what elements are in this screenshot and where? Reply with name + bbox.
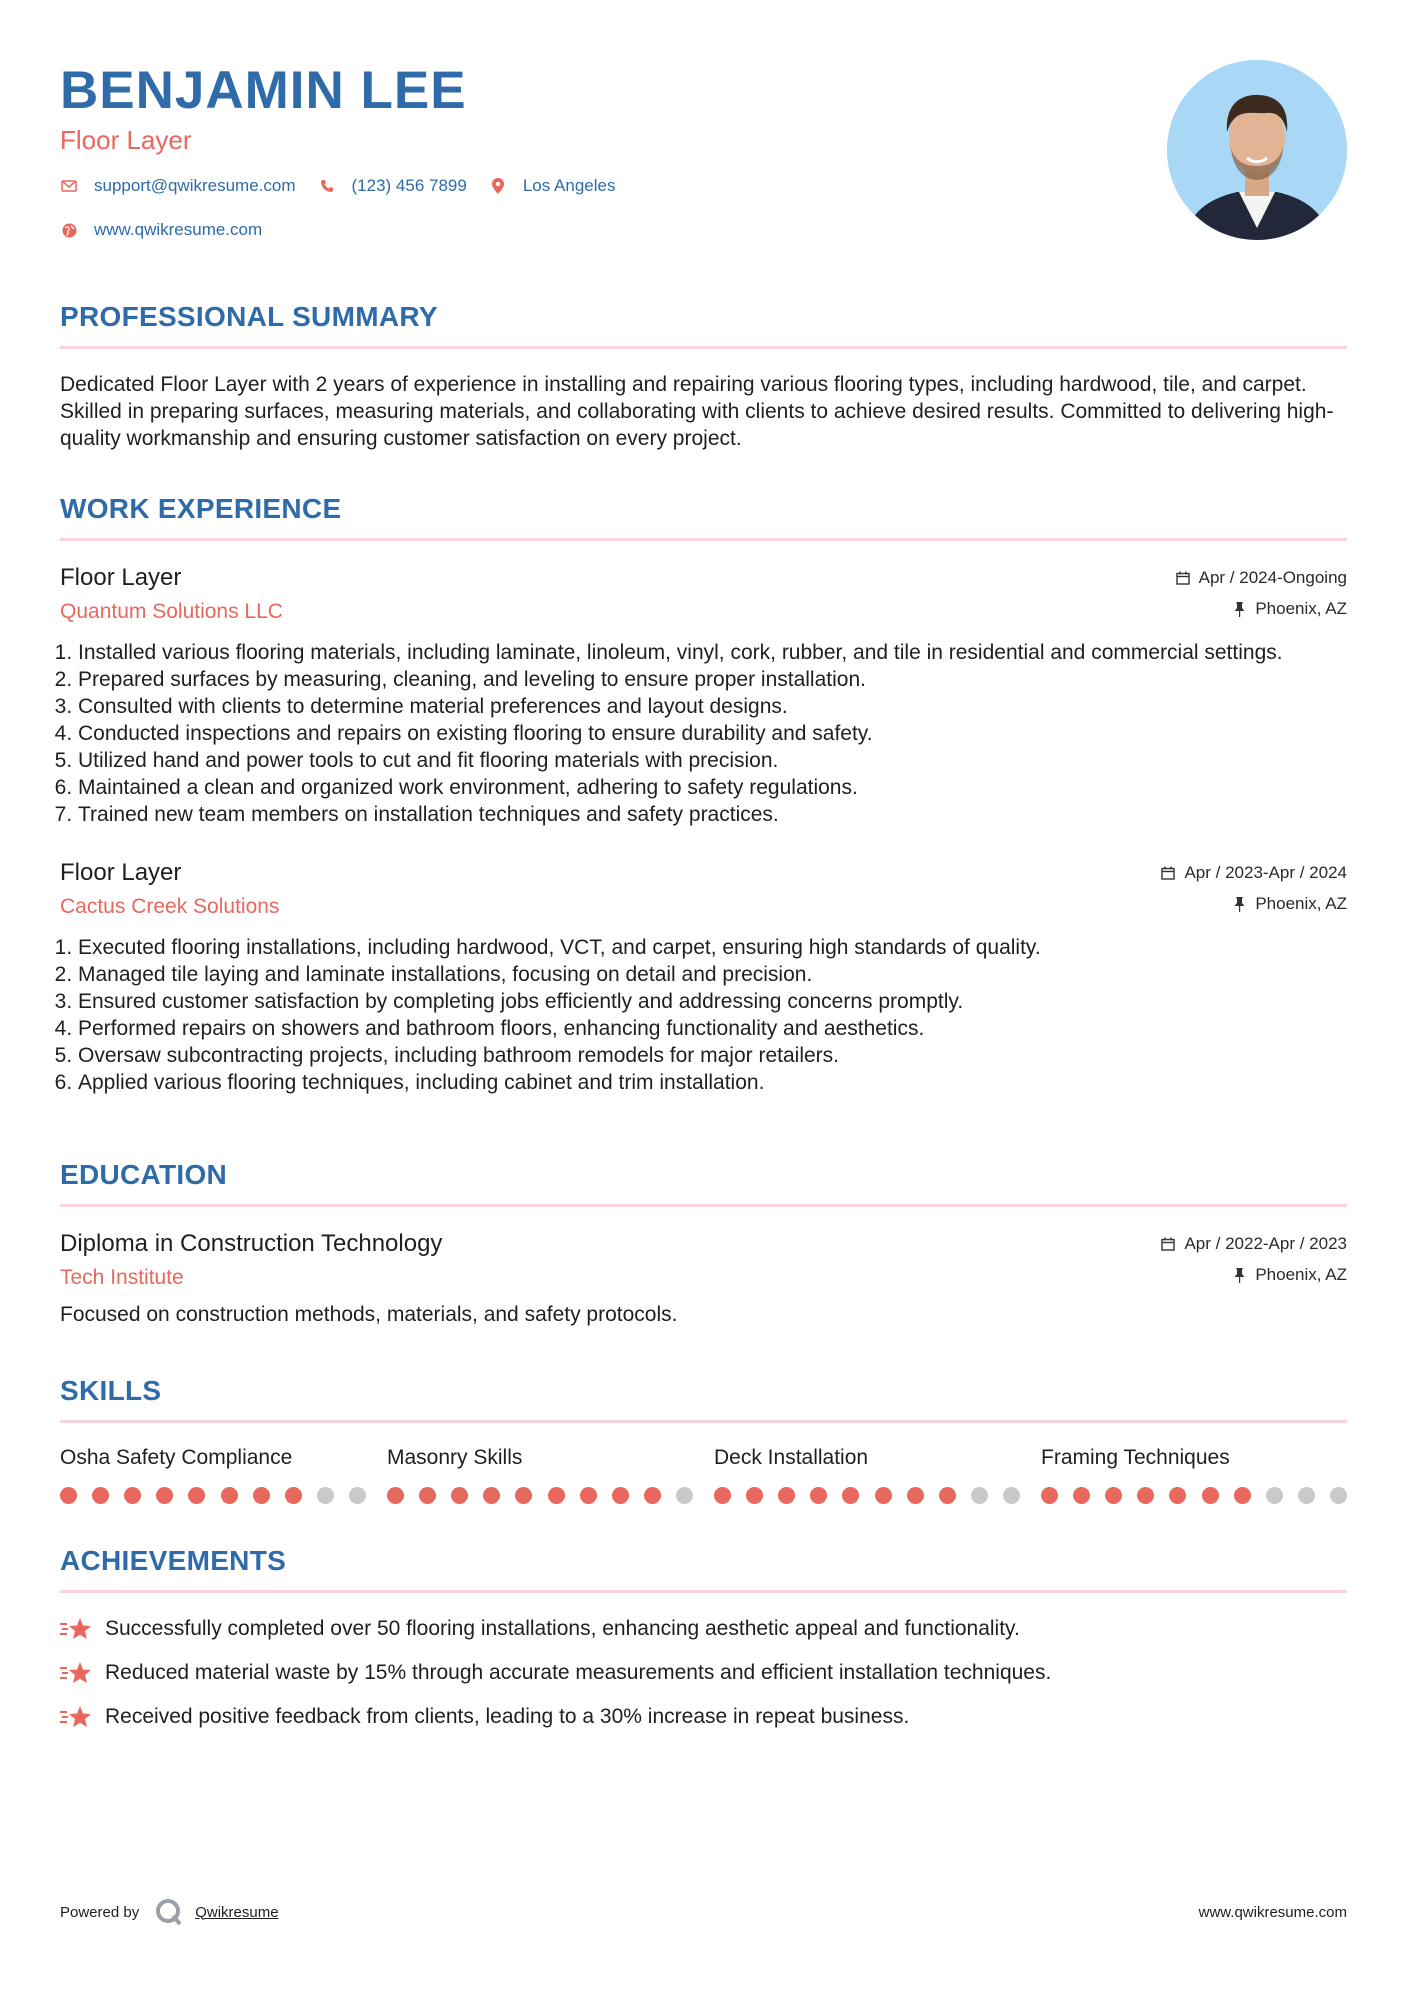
pushpin-icon <box>1231 896 1247 912</box>
calendar-icon <box>1175 570 1191 586</box>
rating-dot-empty <box>1330 1487 1347 1504</box>
star-icon <box>60 1704 92 1730</box>
email-text: support@qwikresume.com <box>94 176 296 195</box>
rating-dot-filled <box>644 1487 661 1504</box>
skill-rating <box>387 1487 693 1504</box>
rating-dot-filled <box>253 1487 270 1504</box>
rating-dot-filled <box>92 1487 109 1504</box>
section-divider <box>60 1590 1347 1593</box>
rating-dot-empty <box>1298 1487 1315 1504</box>
achievement-text: Received positive feedback from clients, leading to a 30% increase in repeat business. <box>105 1705 910 1728</box>
skill-rating <box>60 1487 366 1504</box>
footer-branding <box>60 1898 279 1926</box>
achievement-text: Successfully completed over 50 flooring installations, enhancing aesthetic appeal and functionality. <box>105 1617 1020 1640</box>
pushpin-icon <box>1231 1267 1247 1283</box>
job-bullet: 2. Prepared surfaces by measuring, cleaning, and leveling to ensure proper installation. <box>78 666 1347 693</box>
pushpin-icon <box>1231 601 1247 617</box>
job-bullet: 7. Trained new team members on installation techniques and safety practices. <box>78 801 1347 828</box>
calendar-icon <box>1160 1236 1176 1252</box>
section-title-education: EDUCATION <box>60 1159 228 1190</box>
job-bullet: 5. Utilized hand and power tools to cut and fit flooring materials with precision. <box>78 747 1347 774</box>
rating-dot-empty <box>349 1487 366 1504</box>
skill-name: Framing Techniques <box>1041 1446 1230 1469</box>
contact-row <box>60 176 1347 196</box>
candidate-role: Floor Layer <box>60 125 192 155</box>
skill-item <box>1041 1445 1347 1504</box>
skill-rating <box>1041 1487 1347 1504</box>
skill-name: Masonry Skills <box>387 1446 523 1469</box>
job-title: Floor Layer <box>60 859 182 886</box>
star-icon <box>60 1660 92 1686</box>
rating-dot-filled <box>1169 1487 1186 1504</box>
job-location <box>1175 598 1347 620</box>
achievements-section <box>60 1544 1347 1730</box>
rating-dot-filled <box>419 1487 436 1504</box>
location-text: Los Angeles <box>522 176 616 195</box>
section-divider <box>60 538 1347 541</box>
map-pin-icon <box>489 177 507 195</box>
phone-icon <box>318 177 336 195</box>
section-title-skills: SKILLS <box>60 1375 162 1406</box>
job-entry <box>60 563 1347 828</box>
phone-text: (123) 456 7899 <box>351 176 467 195</box>
contact-phone[interactable] <box>318 176 467 196</box>
qwikresume-logo-icon <box>155 1898 183 1926</box>
achievement-text: Reduced material waste by 15% through accurate measurements and efficient installation techniques. <box>105 1661 1052 1684</box>
rating-dot-empty <box>971 1487 988 1504</box>
job-location-text: Phoenix, AZ <box>1255 894 1347 913</box>
rating-dot-filled <box>124 1487 141 1504</box>
job-bullet: 2. Managed tile laying and laminate installations, focusing on detail and precision. <box>78 961 1347 988</box>
resume-header <box>60 60 1347 260</box>
rating-dot-filled <box>907 1487 924 1504</box>
rating-dot-filled <box>714 1487 731 1504</box>
rating-dot-filled <box>156 1487 173 1504</box>
job-dates-text: Apr / 2024-Ongoing <box>1198 568 1347 587</box>
rating-dot-filled <box>451 1487 468 1504</box>
education-dates <box>1160 1233 1347 1255</box>
education-dates-text: Apr / 2022-Apr / 2023 <box>1184 1234 1347 1253</box>
rating-dot-filled <box>387 1487 404 1504</box>
star-icon <box>60 1616 92 1642</box>
skill-item <box>60 1445 366 1504</box>
rating-dot-filled <box>1105 1487 1122 1504</box>
rating-dot-filled <box>188 1487 205 1504</box>
rating-dot-empty <box>1003 1487 1020 1504</box>
education-section <box>60 1158 1347 1328</box>
job-entry <box>60 858 1347 1096</box>
skill-name: Osha Safety Compliance <box>60 1446 293 1469</box>
contact-row-website <box>60 220 1347 240</box>
job-bullet: 1. Installed various flooring materials, including laminate, linoleum, vinyl, cork, rubber, and tile in residential and commercial settings. <box>78 639 1347 666</box>
qwikresume-link[interactable]: Qwikresume <box>195 1903 279 1921</box>
skill-rating <box>714 1487 1020 1504</box>
rating-dot-empty <box>317 1487 334 1504</box>
rating-dot-filled <box>939 1487 956 1504</box>
summary-section <box>60 300 1347 452</box>
job-company: Quantum Solutions LLC <box>60 600 283 623</box>
rating-dot-filled <box>778 1487 795 1504</box>
job-dates-text: Apr / 2023-Apr / 2024 <box>1184 863 1347 882</box>
rating-dot-filled <box>515 1487 532 1504</box>
job-dates <box>1160 862 1347 884</box>
rating-dot-filled <box>1234 1487 1251 1504</box>
school-name: Tech Institute <box>60 1266 184 1289</box>
job-bullet: 5. Oversaw subcontracting projects, including bathroom remodels for major retailers. <box>78 1042 1347 1069</box>
achievement-item <box>60 1659 1347 1686</box>
rating-dot-filled <box>221 1487 238 1504</box>
globe-icon <box>60 221 78 239</box>
job-dates <box>1175 567 1347 589</box>
section-title-summary: PROFESSIONAL SUMMARY <box>60 301 438 332</box>
section-divider <box>60 346 1347 349</box>
contact-email[interactable] <box>60 176 296 196</box>
rating-dot-filled <box>612 1487 629 1504</box>
rating-dot-filled <box>285 1487 302 1504</box>
job-meta <box>1175 567 1347 620</box>
job-bullets <box>60 934 1347 1096</box>
rating-dot-filled <box>1041 1487 1058 1504</box>
section-divider <box>60 1420 1347 1423</box>
footer-site-link[interactable]: www.qwikresume.com <box>1198 1903 1347 1921</box>
rating-dot-filled <box>483 1487 500 1504</box>
candidate-name: BENJAMIN LEE <box>60 61 467 120</box>
education-location-text: Phoenix, AZ <box>1255 1265 1347 1284</box>
experience-section <box>60 492 1347 1096</box>
rating-dot-filled <box>580 1487 597 1504</box>
education-location <box>1160 1264 1347 1286</box>
summary-text: Dedicated Floor Layer with 2 years of experience in installing and repairing various flooring types, including hardwood, tile, and carpet. Skilled in preparing surfaces, measuring materials, and collaborating with clients to achieve desired results. Committed to delivering high-quality workmanship and ensuring customer satisfaction on every project. <box>60 373 1334 450</box>
rating-dot-filled <box>875 1487 892 1504</box>
rating-dot-filled <box>1202 1487 1219 1504</box>
website-text: www.qwikresume.com <box>94 220 263 239</box>
job-location <box>1160 893 1347 915</box>
job-bullets <box>60 639 1347 828</box>
job-meta <box>1160 862 1347 915</box>
section-divider <box>60 1204 1347 1207</box>
rating-dot-filled <box>1073 1487 1090 1504</box>
job-bullet: 6. Applied various flooring techniques, including cabinet and trim installation. <box>78 1069 1347 1096</box>
powered-by-label: Powered by <box>60 1903 140 1921</box>
rating-dot-filled <box>810 1487 827 1504</box>
page-footer <box>60 1898 1347 1926</box>
job-bullet: 6. Maintained a clean and organized work environment, adhering to safety regulations. <box>78 774 1347 801</box>
job-bullet: 3. Ensured customer satisfaction by completing jobs efficiently and addressing concerns promptly. <box>78 988 1347 1015</box>
skills-section <box>60 1374 1347 1504</box>
calendar-icon <box>1160 865 1176 881</box>
section-title-experience: WORK EXPERIENCE <box>60 493 342 524</box>
skill-item <box>714 1445 1020 1504</box>
rating-dot-filled <box>746 1487 763 1504</box>
job-bullet: 1. Executed flooring installations, including hardwood, VCT, and carpet, ensuring high standards of quality. <box>78 934 1347 961</box>
rating-dot-filled <box>60 1487 77 1504</box>
rating-dot-empty <box>1266 1487 1283 1504</box>
skill-name: Deck Installation <box>714 1446 869 1469</box>
section-title-achievements: ACHIEVEMENTS <box>60 1545 287 1576</box>
achievement-item <box>60 1615 1347 1642</box>
skill-item <box>387 1445 693 1504</box>
education-description: Focused on construction methods, materials, and safety protocols. <box>60 1303 678 1326</box>
achievement-item <box>60 1703 1347 1730</box>
education-entry <box>60 1229 1347 1328</box>
job-title: Floor Layer <box>60 564 182 591</box>
rating-dot-filled <box>1137 1487 1154 1504</box>
education-meta <box>1160 1233 1347 1286</box>
contact-website[interactable] <box>60 220 262 240</box>
degree-title: Diploma in Construction Technology <box>60 1230 443 1257</box>
rating-dot-filled <box>842 1487 859 1504</box>
job-bullet: 3. Consulted with clients to determine material preferences and layout designs. <box>78 693 1347 720</box>
profile-photo <box>1167 60 1347 240</box>
contact-location <box>489 176 616 196</box>
envelope-icon <box>60 177 78 195</box>
job-bullet: 4. Conducted inspections and repairs on existing flooring to ensure durability and safety. <box>78 720 1347 747</box>
rating-dot-empty <box>676 1487 693 1504</box>
job-bullet: 4. Performed repairs on showers and bathroom floors, enhancing functionality and aesthetics. <box>78 1015 1347 1042</box>
rating-dot-filled <box>548 1487 565 1504</box>
job-company: Cactus Creek Solutions <box>60 895 280 918</box>
job-location-text: Phoenix, AZ <box>1255 599 1347 618</box>
skills-grid <box>60 1445 1347 1504</box>
